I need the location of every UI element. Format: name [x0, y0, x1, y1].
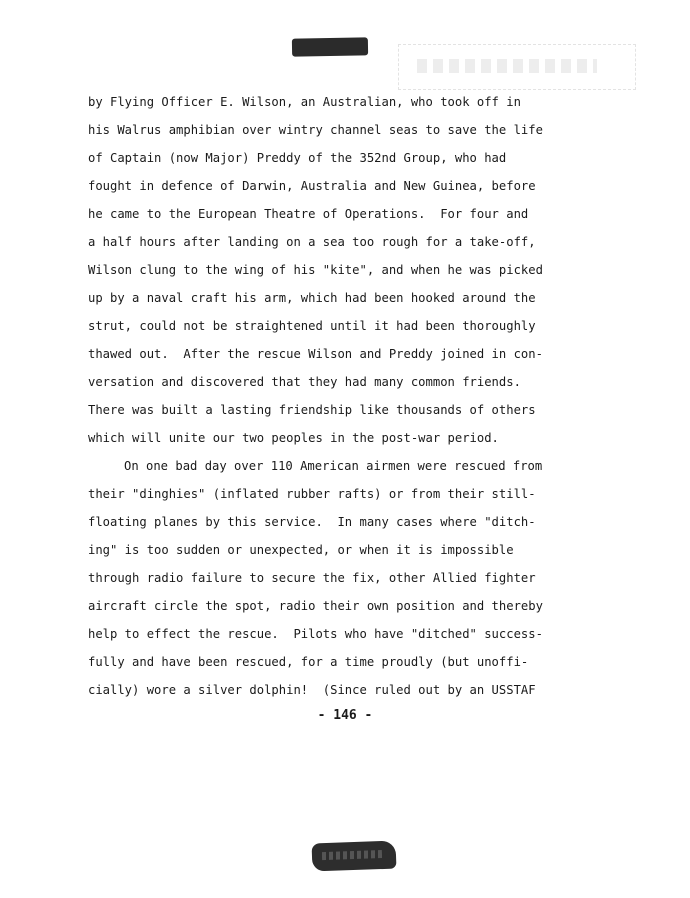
paragraph-2 — [88, 452, 543, 704]
text-line: aircraft circle the spot, radio their own position and thereby — [88, 599, 543, 613]
text-line: ing" is too sudden or unexpected, or when it is impossible — [88, 543, 514, 557]
text-line: floating planes by this service. In many cases where "ditch- — [88, 515, 536, 529]
text-line: by Flying Officer E. Wilson, an Australian, who took off in — [88, 95, 521, 109]
text-line: On one bad day over 110 American airmen were rescued from — [124, 459, 543, 473]
text-line: thawed out. After the rescue Wilson and Preddy joined in con- — [88, 347, 543, 361]
text-line: which will unite our two peoples in the post-war period. — [88, 431, 499, 445]
text-line: a half hours after landing on a sea too rough for a take-off, — [88, 235, 536, 249]
text-line: There was built a lasting friendship like thousands of others — [88, 403, 536, 417]
text-line: help to effect the rescue. Pilots who have "ditched" success- — [88, 627, 543, 641]
text-line: fully and have been rescued, for a time proudly (but unoffi- — [88, 655, 529, 669]
body-text — [88, 88, 543, 704]
text-line: fought in defence of Darwin, Australia and New Guinea, before — [88, 179, 536, 193]
page-number: - 146 - — [317, 708, 373, 723]
classification-stamp-bottom — [312, 841, 397, 872]
text-line: versation and discovered that they had many common friends. — [88, 375, 521, 389]
text-line: of Captain (now Major) Preddy of the 352nd Group, who had — [88, 151, 507, 165]
classification-stamp-top — [292, 37, 368, 56]
faded-stamp-mark — [398, 44, 636, 90]
text-line: he came to the European Theatre of Operations. For four and — [88, 207, 529, 221]
text-line: cially) wore a silver dolphin! (Since ruled out by an USSTAF — [88, 683, 536, 697]
text-line: his Walrus amphibian over wintry channel seas to save the life — [88, 123, 543, 137]
text-line: Wilson clung to the wing of his "kite", and when he was picked — [88, 263, 543, 277]
text-line: their "dinghies" (inflated rubber rafts) or from their still- — [88, 487, 536, 501]
text-line: strut, could not be straightened until it had been thoroughly — [88, 319, 536, 333]
paragraph-1 — [88, 88, 543, 452]
text-line: up by a naval craft his arm, which had been hooked around the — [88, 291, 536, 305]
text-line: through radio failure to secure the fix, other Allied fighter — [88, 571, 536, 585]
